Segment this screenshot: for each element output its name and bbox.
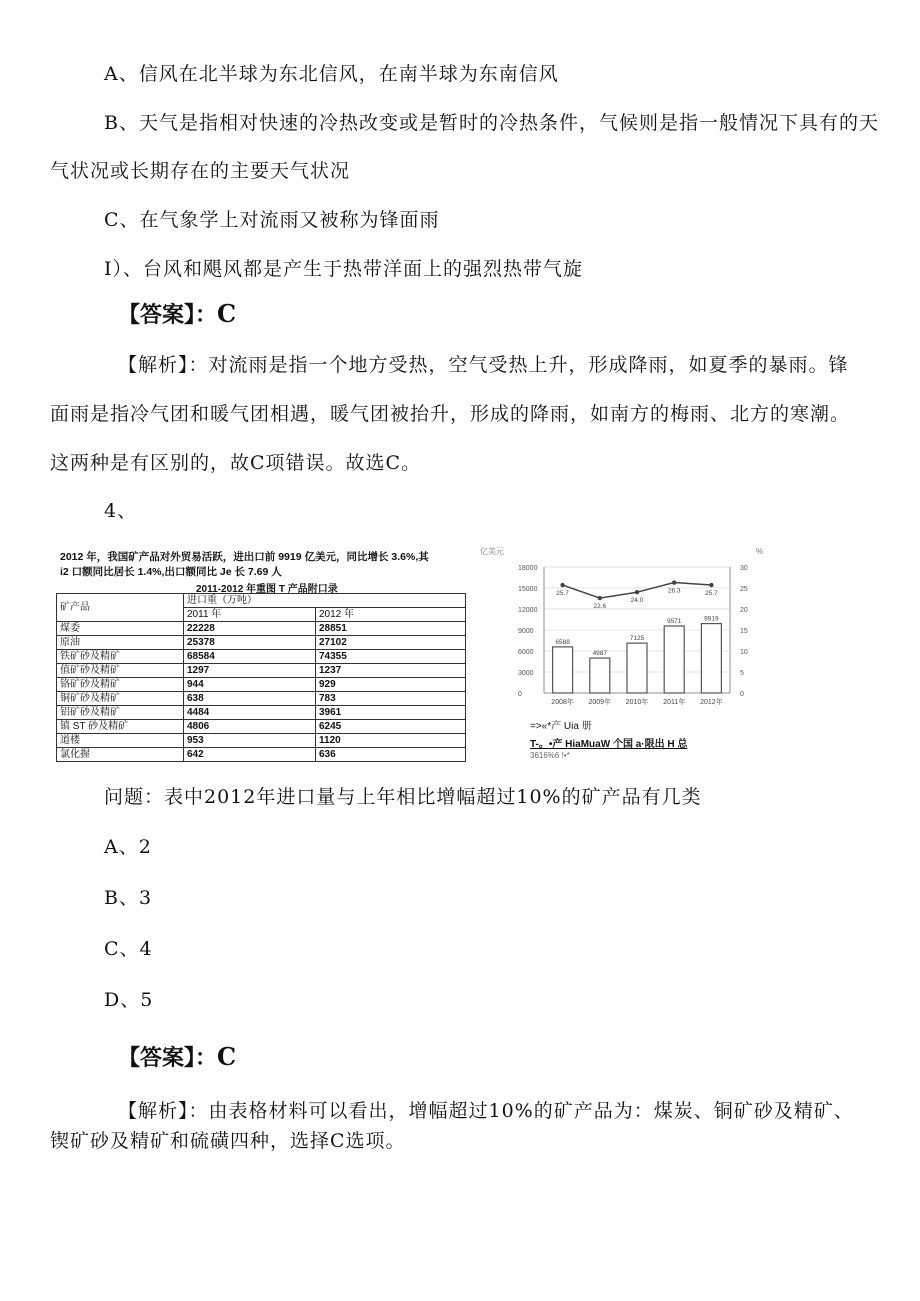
cell-2012: 6245 (316, 720, 466, 734)
q3-option-a: A、信风在北半球为东北信风，在南半球为东南信风 (104, 63, 559, 85)
x-tick-label: 2012年 (700, 699, 723, 706)
line-value-label: 25.7 (705, 590, 718, 598)
x-tick-label: 2009年 (588, 699, 612, 706)
q4-answer (118, 1041, 236, 1072)
mineral-import-table (56, 593, 466, 762)
cell-product: 道楼 (57, 734, 184, 748)
bar (553, 647, 573, 693)
y-tick-left: 12000 (518, 607, 538, 614)
cell-product: 煤委 (57, 622, 184, 636)
cell-product: 铁矿砂及精矿 (57, 650, 184, 664)
cell-2012: 28851 (316, 622, 466, 636)
q4-option-a: A、2 (104, 836, 152, 858)
cell-2011: 68584 (184, 650, 316, 664)
bar-value-label: 4987 (592, 650, 608, 658)
chart-legend-2: T-。•产 HiaMuaW 个国 a·限出 H 总 (530, 739, 688, 750)
y-tick-right: 30 (740, 565, 748, 572)
cell-2011: 22228 (184, 622, 316, 636)
y-tick-right: 5 (740, 670, 744, 677)
q4-answer-label: 【答案】： (118, 1046, 218, 1071)
cell-2011: 953 (184, 734, 316, 748)
cell-product: 铬矿砂及精矿 (57, 678, 184, 692)
table-row (57, 720, 466, 734)
cell-2012: 1120 (316, 734, 466, 748)
cell-product: 值矿砂及精矿 (57, 664, 184, 678)
y-tick-right: 20 (740, 607, 748, 614)
q3-option-d: I）、台风和飓风都是产生于热带洋面上的强烈热带气旋 (104, 258, 584, 280)
line-value-label: 26.3 (667, 587, 681, 595)
bar-value-label: 6588 (555, 638, 570, 646)
y-tick-left: 9000 (518, 628, 534, 635)
cell-product: 氯化握 (57, 748, 184, 762)
line-value-label: 24.0 (630, 597, 644, 605)
table-row (57, 706, 466, 720)
q4-answer-value: C (217, 1042, 237, 1071)
q4-analysis-line1: 【解析】：由表格材料可以看出，增幅超过10%的矿产品为：煤炭、铜矿砂及精矿、 (118, 1100, 854, 1122)
q3-option-b-line2: 气状况或长期存在的主要天气状况 (50, 160, 351, 182)
bar (590, 658, 610, 693)
q3-answer-value: C (217, 299, 237, 328)
table-row (57, 636, 466, 650)
q4-option-d: D、5 (104, 989, 154, 1011)
figure-intro-line1: 2012 年，我国矿产品对外贸易活跃，进出口前 9919 亿美元，同比增长 3.6%,其 (60, 551, 429, 563)
q4-option-c: C、4 (104, 938, 153, 960)
q4-figure (56, 545, 776, 777)
cell-product: 铜矿砂及精矿 (57, 692, 184, 706)
cell-2011: 944 (184, 678, 316, 692)
table-row (57, 692, 466, 706)
y-tick-left: 6000 (518, 649, 534, 656)
chart-legend-3: 3616%6 !•* (530, 751, 570, 759)
table-row (57, 650, 466, 664)
cell-2012: 3961 (316, 706, 466, 720)
cell-2011: 4484 (184, 706, 316, 720)
figure-intro-line2: i2 口额同比居长 1.4%,出口额同比 Je 长 7.69 人 (60, 566, 282, 578)
cell-2012: 74355 (316, 650, 466, 664)
line-point (672, 580, 676, 584)
chart-legend-1: =>«*产 Uia 册 (530, 721, 592, 732)
cell-2011: 1297 (184, 664, 316, 678)
bar (701, 624, 721, 693)
cell-2011: 638 (184, 692, 316, 706)
header-group: 进口重（万吨） (184, 594, 466, 608)
table-body (57, 622, 466, 762)
q3-analysis-line3: 这两种是有区别的，故C项错误。故选C。 (50, 452, 422, 474)
cell-2011: 25378 (184, 636, 316, 650)
table-header-row (57, 594, 466, 608)
table-row (57, 622, 466, 636)
cell-product: 镇 ST 砂及精矿 (57, 720, 184, 734)
q4-option-b: B、3 (104, 887, 153, 909)
cell-2011: 642 (184, 748, 316, 762)
bar (664, 626, 684, 693)
x-tick-label: 2008年 (551, 699, 574, 706)
cell-2012: 636 (316, 748, 466, 762)
y-tick-left: 0 (518, 691, 522, 698)
table-caption: 2011-2012 年重图 T 产品附口录 (196, 584, 338, 595)
q3-analysis-line1: 【解析】：对流雨是指一个地方受热，空气受热上升，形成降雨，如夏季的暴雨。锋 (118, 354, 849, 376)
x-tick-label: 2010年 (625, 699, 649, 706)
q3-option-c: C、在气象学上对流雨又被称为锋面雨 (104, 209, 440, 231)
line-point (709, 583, 713, 587)
line-value-label: 22.6 (593, 603, 607, 611)
line-point (598, 596, 602, 600)
y-tick-right: 25 (740, 586, 748, 593)
table-row (57, 734, 466, 748)
x-tick-label: 2011年 (663, 699, 686, 706)
bar-value-label: 7125 (629, 635, 645, 643)
y-tick-left: 15000 (518, 586, 538, 593)
q3-analysis-line2: 面雨是指冷气团和暖气团相遇，暖气团被抬升，形成的降雨，如南方的梅雨、北方的寒潮。 (50, 403, 851, 425)
y-tick-left: 18000 (518, 565, 538, 572)
cell-product: 铝矿砂及精矿 (57, 706, 184, 720)
table-row (57, 678, 466, 692)
bar-value-label: 9571 (666, 618, 682, 626)
table-row (57, 748, 466, 762)
q3-answer (118, 298, 236, 329)
table-row (57, 664, 466, 678)
line-point (560, 583, 564, 587)
line-value-label: 25.7 (556, 590, 569, 598)
y-axis-right-label: % (756, 547, 764, 556)
cell-2012: 929 (316, 678, 466, 692)
line-point (635, 590, 639, 594)
header-2011: 2011 年 (184, 608, 316, 622)
y-tick-left: 3000 (518, 670, 534, 677)
header-product: 矿产品 (57, 594, 184, 622)
cell-2012: 783 (316, 692, 466, 706)
q3-answer-label: 【答案】： (118, 303, 218, 328)
bar-value-label: 9919 (704, 615, 719, 623)
q4-question: 问题：表中2012年进口量与上年相比增幅超过10%的矿产品有几类 (104, 786, 702, 808)
q3-option-b-line1: B、天气是指相对快速的冷热改变或是暂时的冷热条件，气候则是指一般情况下具有的天 (104, 112, 879, 134)
header-2012: 2012 年 (316, 608, 466, 622)
cell-product: 原油 (57, 636, 184, 650)
cell-2012: 27102 (316, 636, 466, 650)
y-tick-right: 0 (740, 691, 744, 698)
y-tick-right: 15 (740, 628, 748, 635)
y-tick-right: 10 (740, 649, 748, 656)
q4-number: 4、 (104, 500, 138, 522)
bar (627, 643, 647, 693)
cell-2011: 4806 (184, 720, 316, 734)
y-axis-left-label: 亿美元 (480, 547, 504, 556)
cell-2012: 1237 (316, 664, 466, 678)
q4-analysis-line2: 锲矿砂及精矿和硫磺四种，选择C选项。 (50, 1130, 406, 1152)
